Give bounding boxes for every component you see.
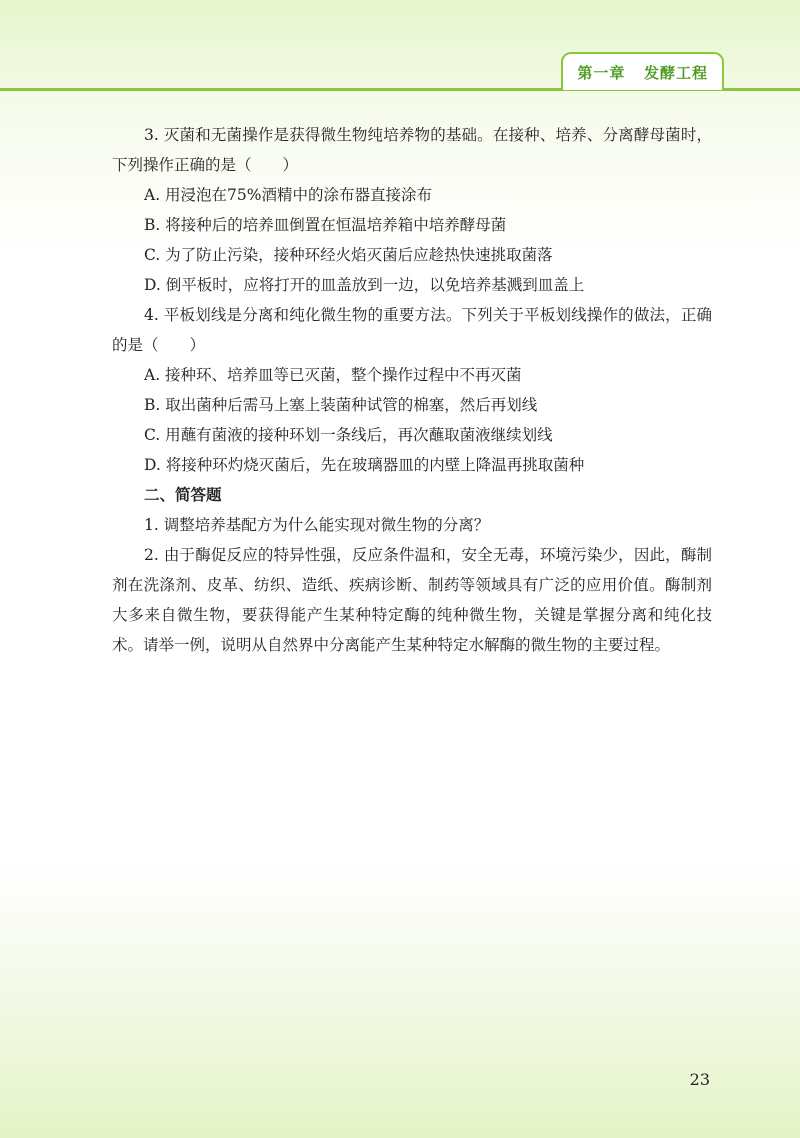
short-answer-question-1: 1. 调整培养基配方为什么能实现对微生物的分离？ <box>144 516 490 534</box>
question-4-stem: 4. 平板划线是分离和纯化微生物的重要方法。下列关于平板划线操作的做法，正确的是（ ） <box>112 306 712 354</box>
short-answer-question-2: 2. 由于酶促反应的特异性强，反应条件温和，安全无毒，环境污染少，因此，酶制剂在洗涤剂、皮革、纺织、造纸、疾病诊断、制药等领域具有广泛的应用价值。酶制剂大多来自微生物，要获得能产生某种特定酶的纯种微生物，关键是掌握分离和纯化技术。请举一例，说明从自然界中分离能产生某种特定水解酶的微生物的主要过程。 <box>112 546 712 654</box>
question-3-stem: 3. 灭菌和无菌操作是获得微生物纯培养物的基础。在接种、培养、分离酵母菌时，下列操作正确的是（ ） <box>112 126 712 174</box>
question-3-option-a: A. 用浸泡在75%酒精中的涂布器直接涂布 <box>144 186 432 204</box>
question-3-option-b: B. 将接种后的培养皿倒置在恒温培养箱中培养酵母菌 <box>144 216 507 234</box>
page-content <box>112 120 712 660</box>
question-4-option-a: A. 接种环、培养皿等已灭菌，整个操作过程中不再灭菌 <box>144 366 522 384</box>
question-3-option-c: C. 为了防止污染，接种环经火焰灭菌后应趁热快速挑取菌落 <box>144 246 553 264</box>
section-heading-short-answer: 二、简答题 <box>144 486 222 504</box>
question-4-option-c: C. 用蘸有菌液的接种环划一条线后，再次蘸取菌液继续划线 <box>144 426 553 444</box>
question-4-option-b: B. 取出菌种后需马上塞上装菌种试管的棉塞，然后再划线 <box>144 396 538 414</box>
question-3-option-d: D. 倒平板时，应将打开的皿盖放到一边，以免培养基溅到皿盖上 <box>144 276 585 294</box>
page-number: 23 <box>689 1070 710 1089</box>
question-4-option-d: D. 将接种环灼烧灭菌后，先在玻璃器皿的内壁上降温再挑取菌种 <box>144 456 585 474</box>
chapter-title-tab: 第一章 发酵工程 <box>561 52 724 90</box>
